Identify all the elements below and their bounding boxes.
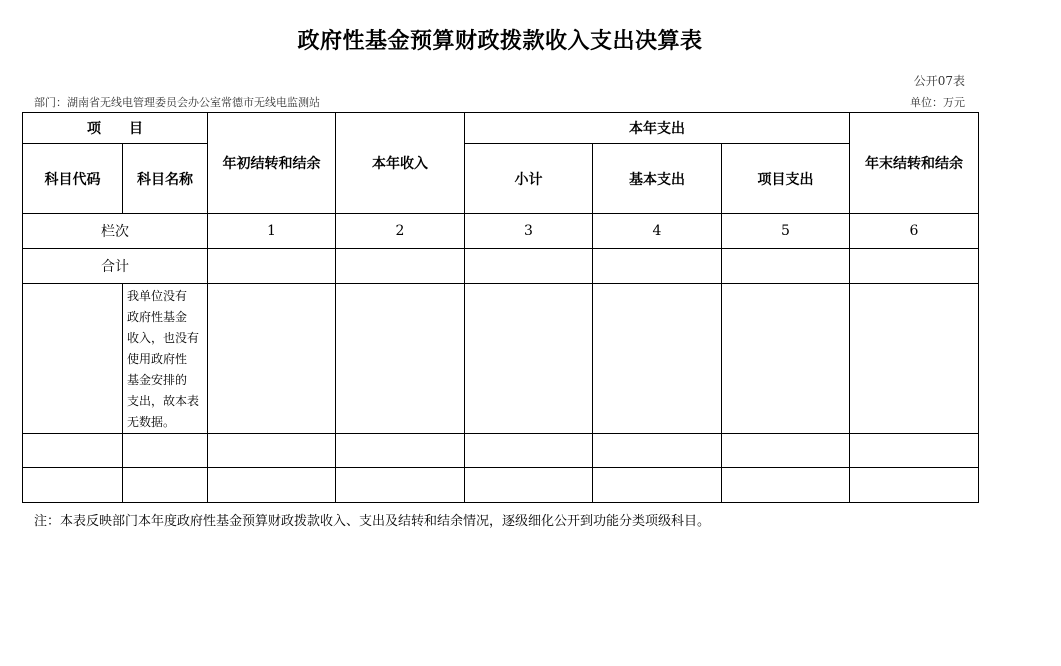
total-cell	[850, 249, 979, 284]
column-number: 2	[336, 214, 465, 249]
table-cell	[208, 434, 336, 468]
table-cell	[722, 434, 850, 468]
header-project-expense: 项目支出	[722, 144, 850, 214]
no-data-note-line: 基金安排的	[127, 373, 188, 387]
table-cell	[465, 284, 593, 434]
header-end-balance: 年末结转和结余	[850, 113, 979, 214]
no-data-note-line: 收入，也没有	[127, 331, 200, 345]
table-cell	[208, 284, 336, 434]
no-data-note-line: 我单位没有	[127, 289, 188, 303]
no-data-note-line: 使用政府性	[127, 352, 188, 366]
table-cell	[850, 434, 979, 468]
table-cell	[23, 468, 123, 503]
column-number: 6	[850, 214, 979, 249]
table-cell	[336, 468, 465, 503]
unit-label: 单位：万元	[910, 96, 965, 109]
no-data-note-line: 无数据。	[127, 415, 176, 429]
table-cell	[850, 468, 979, 503]
table-cell	[208, 468, 336, 503]
column-number: 4	[593, 214, 722, 249]
table-cell	[465, 468, 593, 503]
header-subject-code: 科目代码	[23, 144, 123, 214]
budget-table	[22, 112, 979, 503]
total-label: 合计	[23, 249, 208, 284]
column-number: 3	[465, 214, 593, 249]
column-number: 1	[208, 214, 336, 249]
table-cell	[593, 468, 722, 503]
total-cell	[593, 249, 722, 284]
no-data-note	[123, 284, 208, 434]
total-cell	[465, 249, 593, 284]
no-data-note-line: 支出，故本表	[127, 394, 200, 408]
table-cell	[23, 284, 123, 434]
column-numbers-label: 栏次	[23, 214, 208, 249]
total-cell	[208, 249, 336, 284]
total-cell	[336, 249, 465, 284]
table-cell	[123, 434, 208, 468]
header-subtotal: 小计	[465, 144, 593, 214]
department-label: 部门：湖南省无线电管理委员会办公室常德市无线电监测站	[34, 96, 320, 109]
no-data-note-line: 政府性基金	[127, 310, 188, 324]
header-begin-balance: 年初结转和结余	[208, 113, 336, 214]
table-cell	[336, 434, 465, 468]
table-cell	[336, 284, 465, 434]
total-cell	[722, 249, 850, 284]
header-income: 本年收入	[336, 113, 465, 214]
form-number: 公开07表	[913, 74, 965, 88]
table-cell	[465, 434, 593, 468]
page-title: 政府性基金预算财政拨款收入支出决算表	[297, 29, 703, 54]
table-cell	[850, 284, 979, 434]
footnote: 注：本表反映部门本年度政府性基金预算财政拨款收入、支出及结转和结余情况，逐级细化公开到功能分类项级科目。	[34, 514, 711, 529]
table-cell	[722, 284, 850, 434]
header-basic-expense: 基本支出	[593, 144, 722, 214]
column-number: 5	[722, 214, 850, 249]
header-item: 项 目	[23, 113, 208, 144]
header-expense-group: 本年支出	[465, 113, 850, 144]
table-cell	[123, 468, 208, 503]
table-cell	[593, 284, 722, 434]
table-cell	[593, 434, 722, 468]
table-cell	[722, 468, 850, 503]
header-subject-name: 科目名称	[123, 144, 208, 214]
table-cell	[23, 434, 123, 468]
